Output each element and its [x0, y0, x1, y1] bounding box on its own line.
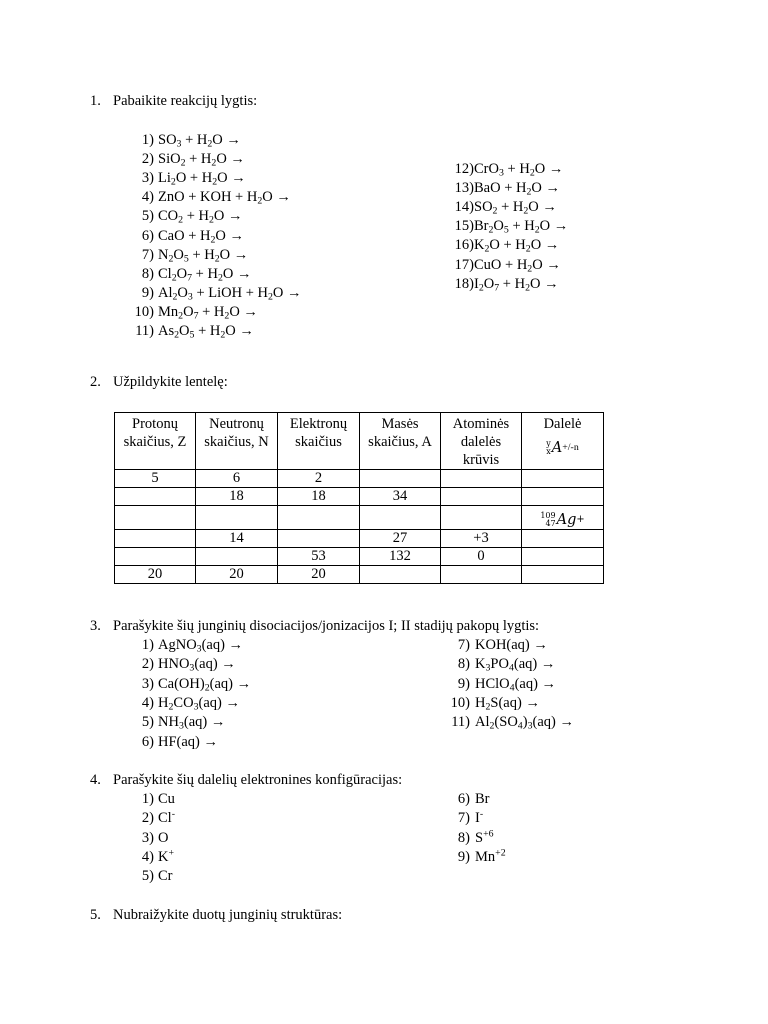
- table-header-cell: Dalelė y x A +/-n: [522, 413, 604, 470]
- q1-right-item-text: $CrO_3 + H_2O$ →: [474, 161, 564, 179]
- particle-table: [114, 412, 604, 584]
- table-cell: 18: [196, 488, 278, 506]
- q1-right-item-text: $SO_2 + H_2O$ →: [474, 199, 557, 217]
- table-cell: [360, 506, 441, 530]
- q4-left-item-text: Cu: [158, 791, 175, 807]
- q4-right-item-text: Br: [475, 791, 490, 807]
- table-cell: 20: [115, 565, 196, 583]
- table-cell: 5: [115, 470, 196, 488]
- q1-left-item-number: 5): [141, 208, 154, 225]
- q4-left-item-text: Cl-: [158, 808, 175, 827]
- q3-right-item-number: 9): [457, 675, 470, 692]
- q1-right-item-number: 13): [454, 180, 474, 197]
- q3-right-item-number: 7): [457, 637, 470, 653]
- q2-title: Užpildykite lentelę:: [113, 374, 228, 390]
- table-cell: [196, 506, 278, 530]
- q1-right-item-number: 16): [454, 237, 474, 254]
- table-cell: [522, 565, 604, 583]
- q3-number: 3.: [90, 618, 101, 634]
- q4-left-item-number: 1): [141, 791, 154, 807]
- q4-right-item-number: 9): [457, 848, 470, 865]
- q3-left-item-number: 2): [141, 656, 154, 673]
- q1-right-item-text: CuO + $H_2O$ →: [474, 256, 561, 274]
- silver-nuclide: 109 47 Ag +: [540, 511, 585, 528]
- q1-left-item-text: $SO_3 + H_2O$ →: [158, 132, 241, 150]
- table-cell: [441, 565, 522, 583]
- table-cell: [278, 506, 360, 530]
- q1-left-item-text: $N_2O_5 + H_2O$ →: [158, 246, 249, 265]
- q1-left-item-text: $CO_2 + H_2O$ →: [158, 208, 243, 226]
- q4-left-item-text: Cr: [158, 868, 173, 885]
- q4-left-item-text: K+: [158, 847, 175, 865]
- q3-left-item-number: 4): [141, 694, 154, 711]
- table-cell: [196, 547, 278, 565]
- q4-right-item-number: 6): [457, 791, 470, 807]
- table-cell: [441, 470, 522, 488]
- q1-left-item-text: $SiO_2 + H_2O$ →: [158, 151, 245, 169]
- q3-left-item-text: AgNO$_3$(aq) →: [158, 637, 244, 655]
- q1-number: 1.: [90, 93, 101, 109]
- q4-left-item-number: 4): [141, 848, 154, 865]
- table-cell: 27: [360, 529, 441, 547]
- q1-right-item-text: $Br_2O_5 + H_2O$ →: [474, 218, 569, 236]
- table-row: [115, 506, 604, 530]
- q3-left-item-text: $H_2CO_3(aq)$ →: [158, 694, 240, 713]
- q1-left-item-text: CaO + $H_2O$ →: [158, 227, 245, 245]
- q3-left-item-text: $Ca(OH)_2(aq)$ →: [158, 675, 252, 694]
- q3-left-item-number: 1): [141, 637, 154, 653]
- q3-left-item-number: 5): [141, 714, 154, 731]
- q3-right-item-text: KOH(aq) →: [475, 637, 548, 653]
- q1-right-item-number: 12): [454, 161, 474, 177]
- table-header-row: [115, 413, 604, 470]
- q1-left-item-number: 6): [141, 227, 154, 244]
- q4-left-item-text: O: [158, 829, 169, 846]
- q1-left-item-number: 4): [141, 189, 154, 206]
- table-header-cell: Atominės dalelės krūvis: [441, 413, 522, 470]
- q1-left-item-number: 7): [141, 246, 154, 263]
- q4-left-item-number: 3): [141, 829, 154, 846]
- q3-right-item-text: HClO$_4$(aq) →: [475, 675, 557, 694]
- table-header-cell: Elektronų skaičius: [278, 413, 360, 470]
- q4-right-item-number: 7): [457, 810, 470, 827]
- table-cell: [522, 470, 604, 488]
- table-cell: [115, 529, 196, 547]
- particle-formula: y x A +/-n: [546, 439, 579, 456]
- q3-right-item-number: 10): [450, 694, 470, 711]
- q3-right-item-text: $H_2S(aq)$ →: [475, 694, 540, 713]
- q1-left-item-text: $Mn_2O_7 + H_2O$ →: [158, 303, 258, 322]
- q1-right-item-number: 14): [454, 199, 474, 216]
- table-row: [115, 529, 604, 547]
- table-cell: 53: [278, 547, 360, 565]
- q4-number: 4.: [90, 772, 101, 788]
- table-cell: 132: [360, 547, 441, 565]
- table-cell: [522, 506, 604, 530]
- table-header-cell: Protonų skaičius, Z: [115, 413, 196, 470]
- table-cell: [360, 565, 441, 583]
- q3-left-item-text: $HNO_3(aq)$ →: [158, 656, 236, 674]
- table-cell: [115, 488, 196, 506]
- table-cell: [360, 470, 441, 488]
- table-cell: [115, 547, 196, 565]
- q1-left-item-text: $As_2O_5 + H_2O$ →: [158, 323, 254, 341]
- q4-right-item-text: $S^{+6}$: [475, 828, 494, 846]
- table-row: [115, 547, 604, 565]
- table-cell: [441, 506, 522, 530]
- table-row: [115, 565, 604, 583]
- q3-left-item-number: 3): [141, 675, 154, 692]
- table-cell: 18: [278, 488, 360, 506]
- q3-title: Parašykite šių junginių disociacijos/jonizacijos I; II stadijų pakopų lygtis:: [113, 618, 540, 634]
- q1-right-item-number: 15): [454, 218, 474, 235]
- q1-left-item-text: ZnO + KOH + $H_2O$ →: [158, 189, 291, 207]
- q5-number: 5.: [90, 907, 101, 923]
- q1-left-item-text: $Al_2O_3$ + LiOH + $H_2O$ →: [158, 284, 302, 303]
- table-cell: [115, 506, 196, 530]
- q4-right-item-number: 8): [457, 829, 470, 846]
- q1-title: Pabaikite reakcijų lygtis:: [113, 93, 258, 109]
- table-header-cell: Neutronų skaičius, N: [196, 413, 278, 470]
- table-cell: [441, 488, 522, 506]
- q1-right-item-text: $I_2O_7 + H_2O$ →: [474, 275, 559, 294]
- q4-left-item-number: 2): [141, 810, 154, 827]
- table-cell: [522, 529, 604, 547]
- table-cell: 20: [196, 565, 278, 583]
- table-cell: 34: [360, 488, 441, 506]
- q4-title: Parašykite šių dalelių elektronines konfigūracijas:: [113, 772, 403, 788]
- q5-title: Nubraižykite duotų junginių struktūras:: [113, 907, 343, 923]
- q3-right-item-number: 8): [457, 656, 470, 673]
- q1-left-item-number: 8): [141, 265, 154, 282]
- q4-right-item-text: $Mn^{+2}$: [475, 847, 506, 865]
- q1-right-item-text: BaO + $H_2O$ →: [474, 180, 561, 198]
- q1-left-item-number: 2): [141, 151, 154, 168]
- q1-right-item-text: $K_2O + H_2O$ →: [474, 237, 560, 255]
- table-header-cell: Masės skaičius, A: [360, 413, 441, 470]
- table-cell: 6: [196, 470, 278, 488]
- q3-left-item-text: HF(aq) →: [158, 733, 219, 750]
- q1-left-item-text: $Li_2O + H_2O$ →: [158, 170, 246, 188]
- table-row: [115, 470, 604, 488]
- table-cell: [522, 488, 604, 506]
- table-cell: 2: [278, 470, 360, 488]
- q3-right-item-text: $K_3PO_4(aq)$ →: [475, 656, 556, 674]
- q3-right-item-number: 11): [451, 714, 470, 731]
- q1-left-item-number: 11): [135, 323, 154, 339]
- table-row: [115, 488, 604, 506]
- q1-left-item-number: 9): [141, 284, 154, 301]
- q3-left-item-number: 6): [141, 733, 154, 750]
- q3-left-item-text: $NH_3(aq)$ →: [158, 714, 226, 732]
- q1-right-item-number: 18): [454, 275, 474, 292]
- q1-left-item-text: $Cl_2O_7 + H_2O$ →: [158, 265, 252, 284]
- q4-right-item-text: I-: [475, 808, 484, 827]
- table-cell: 0: [441, 547, 522, 565]
- q1-left-item-number: 1): [141, 132, 154, 148]
- q1-left-item-number: 10): [134, 303, 154, 320]
- q3-right-item-text: $Al_2(SO_4)_3(aq)$ →: [475, 714, 574, 732]
- table-cell: [278, 529, 360, 547]
- q1-right-item-number: 17): [454, 256, 474, 273]
- table-cell: 20: [278, 565, 360, 583]
- table-cell: [522, 547, 604, 565]
- q1-left-item-number: 3): [141, 170, 154, 187]
- table-cell: +3: [441, 529, 522, 547]
- q2-number: 2.: [90, 374, 101, 390]
- table-cell: 14: [196, 529, 278, 547]
- q4-left-item-number: 5): [141, 868, 154, 885]
